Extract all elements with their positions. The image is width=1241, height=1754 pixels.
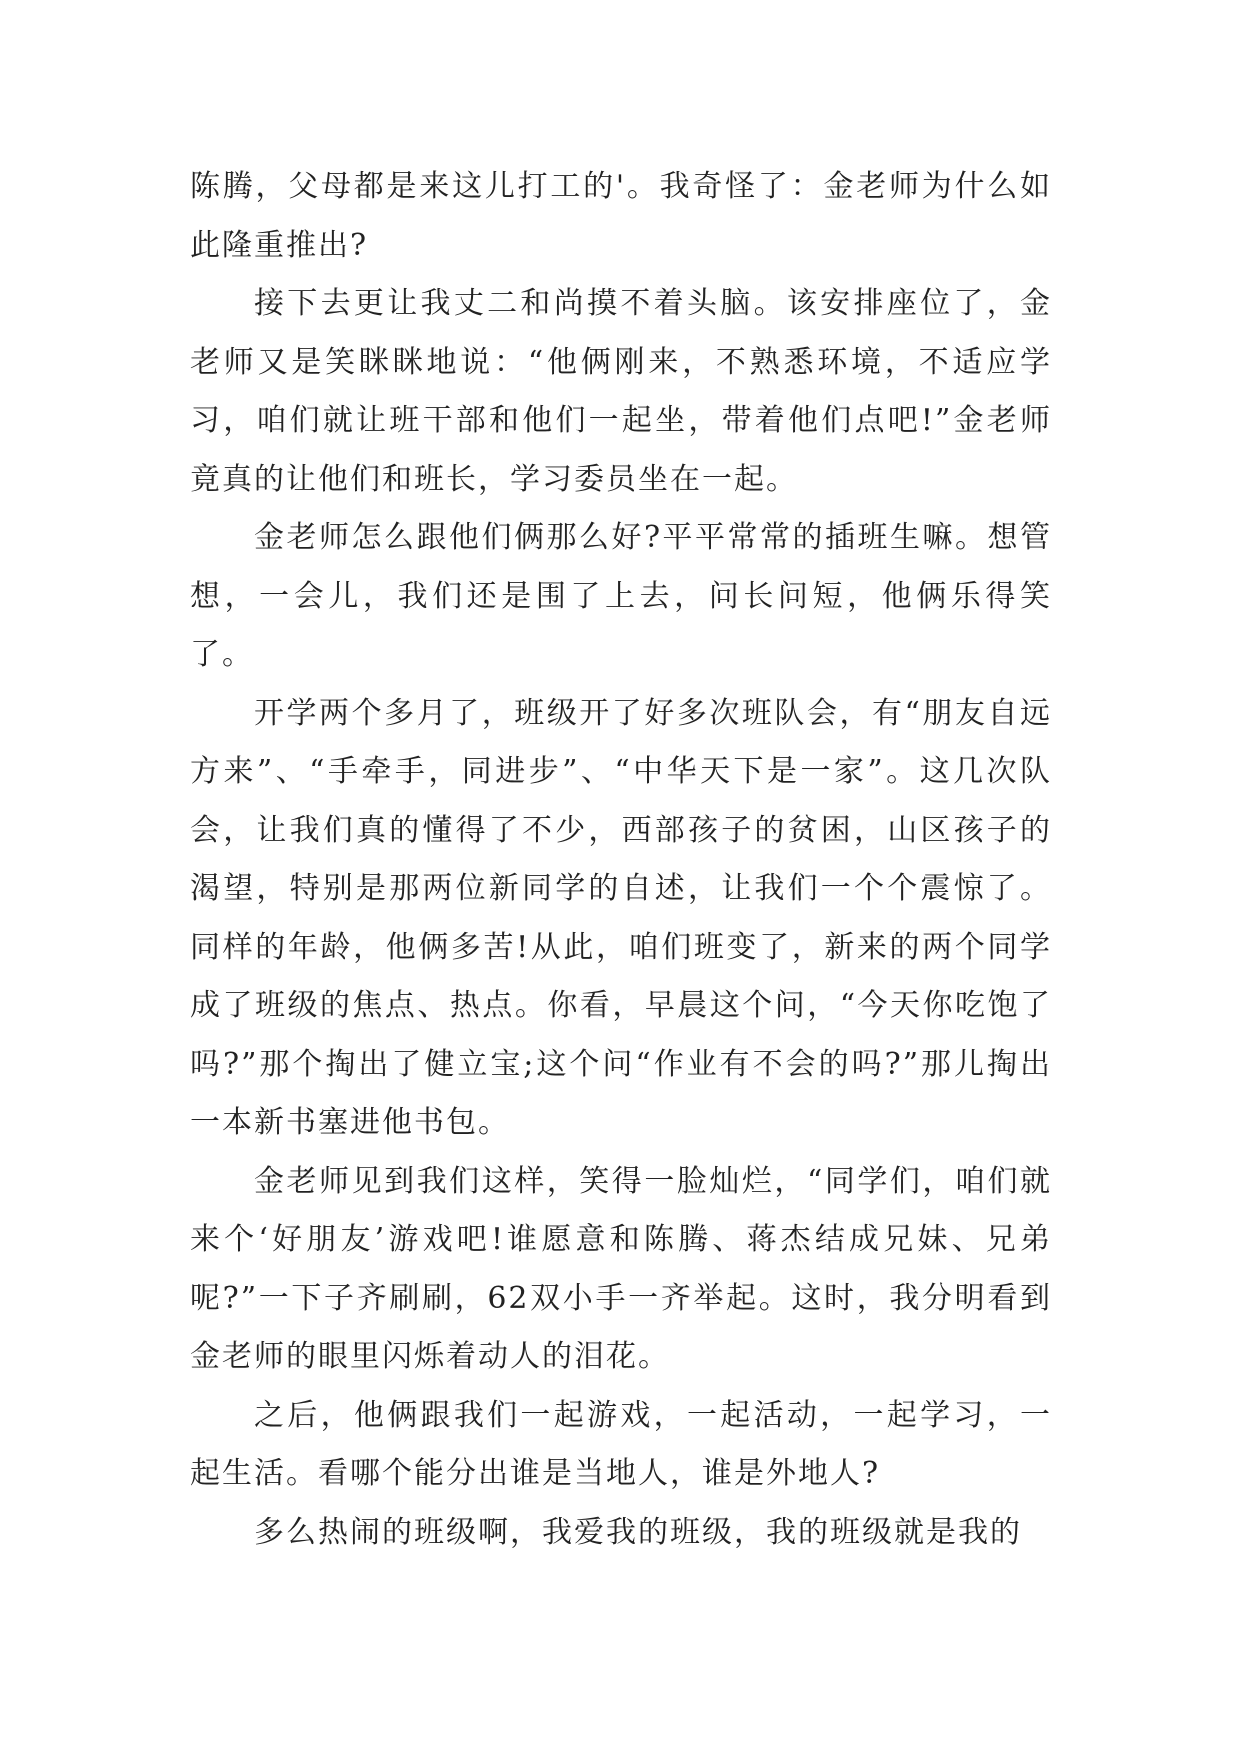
paragraph: 接下去更让我丈二和尚摸不着头脑。该安排座位了，金老师又是笑眯眯地说：“他俩刚来，不熟悉环境，不适应学习，咱们就让班干部和他们一起坐，带着他们点吧!”金老师竟真的让他们和班长，学习委员坐在一起。 <box>190 286 1052 497</box>
paragraph: 多么热闹的班级啊，我爱我的班级，我的班级就是我的 <box>254 1514 1022 1550</box>
paragraph: 开学两个多月了，班级开了好多次班队会，有“朋友自远方来”、“手牵手，同进步”、“中华天下是一家”。这几次队会，让我们真的懂得了不少，西部孩子的贫困，山区孩子的渴望，特别是那两位新同学的自述，让我们一个个震惊了。同样的年龄，他俩多苦!从此，咱们班变了，新来的两个同学成了班级的焦点、热点。你看，早晨这个问，“今天你吃饱了吗?”那个掏出了健立宝;这个问“作业有不会的吗?”那儿掏出一本新书塞进他书包。 <box>190 695 1052 1140</box>
paragraph: 之后，他俩跟我们一起游戏，一起活动，一起学习，一起生活。看哪个能分出谁是当地人，谁是外地人? <box>190 1397 1052 1491</box>
paragraph: 金老师怎么跟他们俩那么好?平平常常的插班生嘛。想管想，一会儿，我们还是围了上去，问长问短，他俩乐得笑了。 <box>190 520 1052 672</box>
paragraph: 金老师见到我们这样，笑得一脸灿烂，“同学们，咱们就来个‘好朋友’游戏吧!谁愿意和陈腾、蒋杰结成兄妹、兄弟呢?”一下子齐刷刷，62双小手一齐举起。这时，我分明看到金老师的眼里闪烁着动人的泪花。 <box>190 1163 1052 1374</box>
document-body <box>190 158 1052 1562</box>
paragraph: 陈腾，父母都是来这儿打工的'。我奇怪了：金老师为什么如此隆重推出? <box>190 169 1052 263</box>
